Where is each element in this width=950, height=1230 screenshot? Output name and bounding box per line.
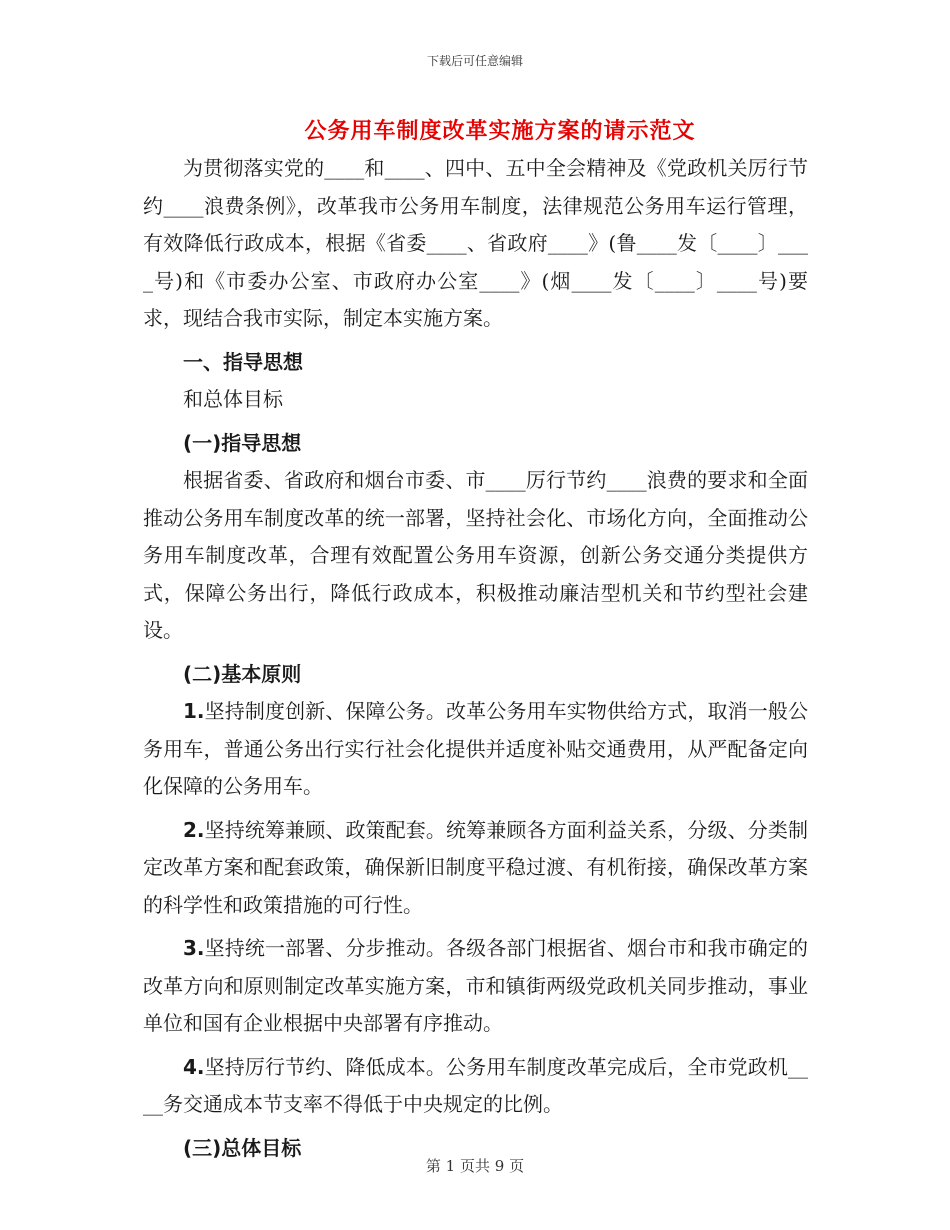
principle-item bbox=[143, 1049, 808, 1124]
sub1-paragraph: 根据省委、省政府和烟台市委、市____厉行节约____浪费的要求和全面推动公务用车制度改革的统一部署，坚持社会化、市场化方向，全面推动公务用车制度改革，合理有效配置公务用车资源，创新公务交通分类提供方式，保障公务出行，降低行政成本，积极推动廉洁型机关和节约型社会建设。 bbox=[143, 468, 808, 642]
principle-item bbox=[143, 930, 808, 1043]
principle-number: 2. bbox=[183, 817, 205, 842]
intro-paragraph: 为贯彻落实党的____和____、四中、五中全会精神及《党政机关厉行节约____浪费条例》，改革我市公务用车制度，法律规范公务用车运行管理，有效降低行政成本，根据《省委____、省政府____》(鲁____发〔____〕____号)和《市委办公室、市政府办公室____》(烟____发〔____〕____号)要求，现结合我市实际，制定本实施方案。 bbox=[143, 156, 808, 330]
principle-item bbox=[143, 693, 808, 806]
document-title: 公务用车制度改革实施方案的请示范文 bbox=[304, 118, 696, 144]
section1-subline: 和总体目标 bbox=[183, 387, 283, 411]
page-number: 第 1 页共 9 页 bbox=[425, 1157, 525, 1175]
header-note: 下载后可任意编辑 bbox=[426, 54, 523, 68]
principle-text: 坚持厉行节约、降低成本。公务用车制度改革完成后，全市党政机____务交通成本节支率不得低于中央规定的比例。 bbox=[143, 1054, 808, 1116]
principle-number: 1. bbox=[183, 699, 205, 723]
sub1-heading: (一)指导思想 bbox=[183, 430, 302, 455]
document-body bbox=[143, 150, 808, 1167]
sub2-heading: (二)基本原则 bbox=[183, 661, 302, 686]
principle-text: 坚持统一部署、分步推动。各级各部门根据省、烟台市和我市确定的改革方向和原则制定改革实施方案，市和镇街两级党政机关同步推动，事业单位和国有企业根据中央部署有序推动。 bbox=[143, 936, 808, 1035]
principle-text: 坚持统筹兼顾、政策配套。统筹兼顾各方面利益关系，分级、分类制定改革方案和配套政策，确保新旧制度平稳过渡、有机衔接，确保改革方案的科学性和政策措施的可行性。 bbox=[143, 817, 808, 917]
principle-number: 4. bbox=[183, 1054, 205, 1079]
principle-text: 坚持制度创新、保障公务。改革公务用车实物供给方式，取消一般公务用车，普通公务出行实行社会化提供并适度补贴交通费用，从严配备定向化保障的公务用车。 bbox=[143, 699, 808, 798]
section1-heading: 一、指导思想 bbox=[183, 349, 303, 374]
principle-item bbox=[143, 812, 808, 925]
sub3-heading: (三)总体目标 bbox=[183, 1135, 302, 1160]
principle-number: 3. bbox=[183, 936, 205, 960]
